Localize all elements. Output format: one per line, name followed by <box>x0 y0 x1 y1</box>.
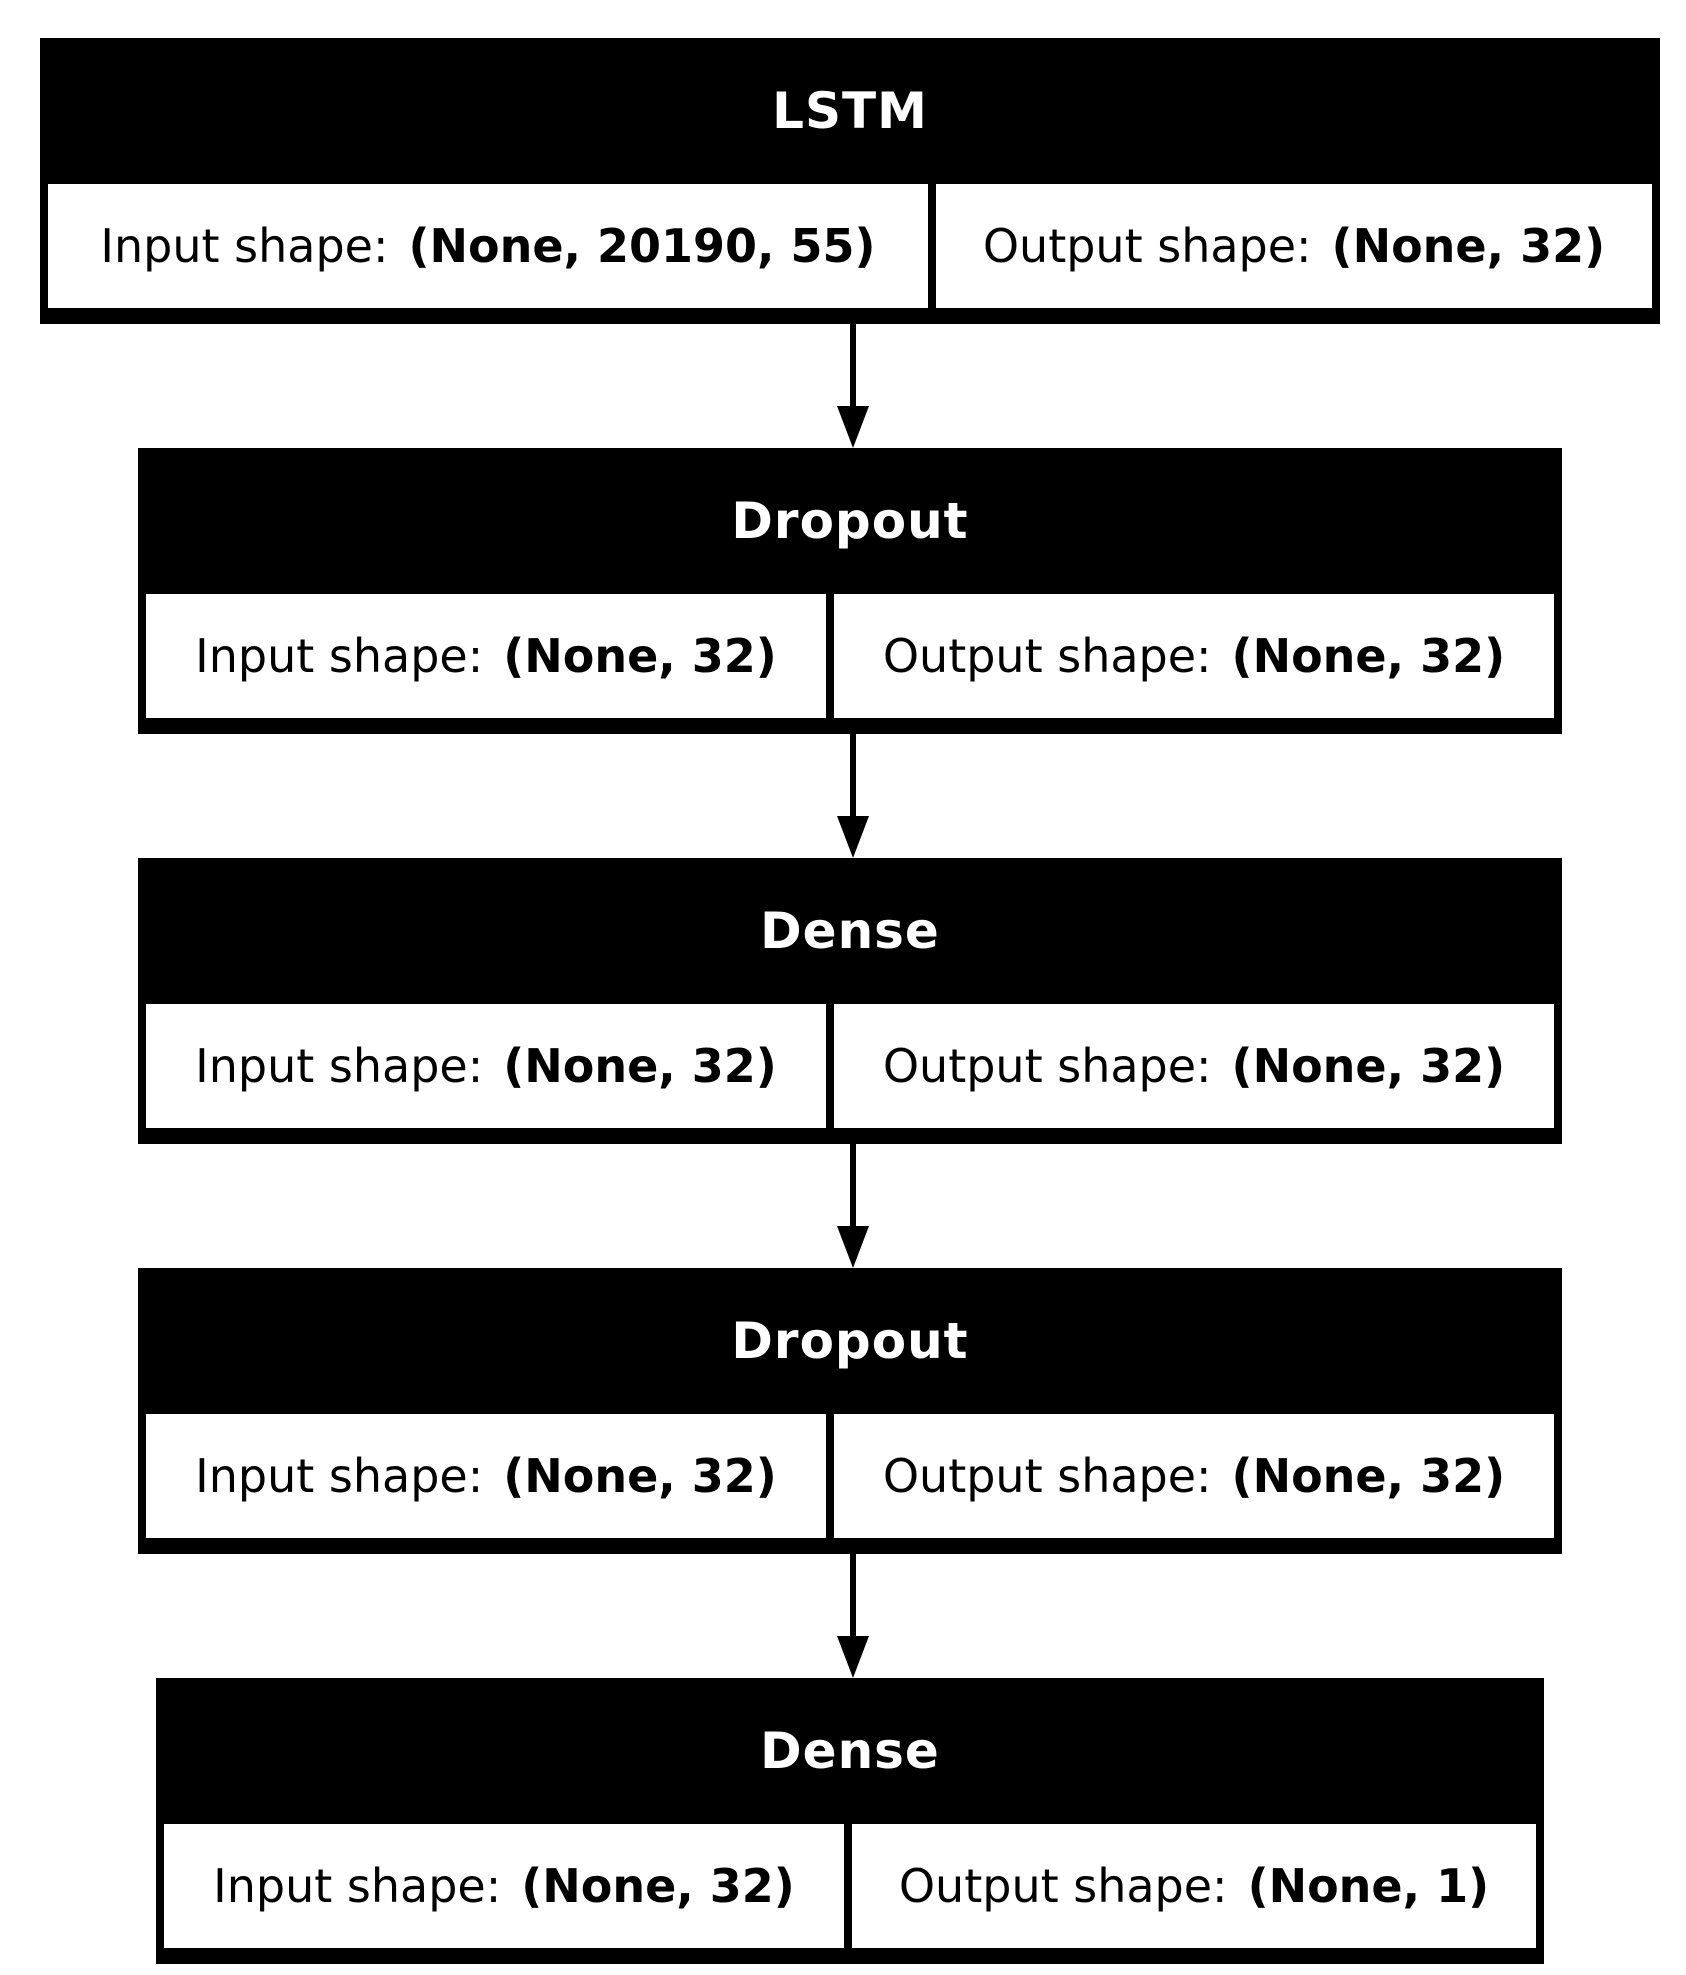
output-shape-cell <box>834 1414 1554 1538</box>
input-shape-value: (None, 32) <box>503 629 777 683</box>
layer-node-dropout <box>138 1268 1562 1554</box>
input-shape-value: (None, 32) <box>521 1859 795 1913</box>
output-shape-cell <box>834 594 1554 718</box>
input-shape-label: Input shape: <box>195 629 484 683</box>
input-shape-label: Input shape: <box>213 1859 502 1913</box>
input-shape-cell <box>146 594 826 718</box>
arrow-down-icon <box>833 324 873 448</box>
arrow-shaft <box>850 324 856 410</box>
layer-node-lstm <box>40 38 1660 324</box>
layer-title: Dropout <box>731 1312 969 1370</box>
input-shape-cell <box>146 1414 826 1538</box>
output-shape-label: Output shape: <box>898 1859 1228 1913</box>
input-shape-label: Input shape: <box>195 1039 484 1093</box>
layer-title: LSTM <box>772 82 928 140</box>
shape-row <box>48 184 1652 308</box>
output-shape-cell <box>936 184 1652 308</box>
arrow-shaft <box>850 1554 856 1640</box>
layer-node-dropout <box>138 448 1562 734</box>
output-shape-value: (None, 32) <box>1231 1449 1506 1503</box>
output-shape-value: (None, 32) <box>1331 219 1606 273</box>
input-shape-label: Input shape: <box>195 1449 484 1503</box>
layer-title: Dense <box>760 1722 940 1780</box>
layer-title: Dense <box>760 902 940 960</box>
output-shape-label: Output shape: <box>882 629 1212 683</box>
arrow-head <box>837 1226 869 1268</box>
layer-title: Dropout <box>731 492 969 550</box>
output-shape-cell <box>852 1824 1536 1948</box>
arrow-down-icon <box>833 1144 873 1268</box>
output-shape-label: Output shape: <box>882 1449 1212 1503</box>
input-shape-value: (None, 20190, 55) <box>408 219 876 273</box>
layer-node-dense <box>138 858 1562 1144</box>
arrow-shaft <box>850 734 856 820</box>
input-shape-value: (None, 32) <box>503 1039 777 1093</box>
arrow-down-icon <box>833 734 873 858</box>
output-shape-value: (None, 1) <box>1247 1859 1490 1913</box>
arrow-shaft <box>850 1144 856 1230</box>
arrow-head <box>837 1636 869 1678</box>
arrow-down-icon <box>833 1554 873 1678</box>
arrow-head <box>837 816 869 858</box>
input-shape-label: Input shape: <box>100 219 389 273</box>
output-shape-label: Output shape: <box>882 1039 1212 1093</box>
output-shape-value: (None, 32) <box>1231 629 1506 683</box>
shape-row <box>164 1824 1536 1948</box>
shape-row <box>146 1414 1554 1538</box>
output-shape-value: (None, 32) <box>1231 1039 1506 1093</box>
input-shape-cell <box>146 1004 826 1128</box>
shape-row <box>146 594 1554 718</box>
arrow-head <box>837 406 869 448</box>
layer-node-dense <box>156 1678 1544 1964</box>
shape-row <box>146 1004 1554 1128</box>
input-shape-cell <box>48 184 928 308</box>
output-shape-cell <box>834 1004 1554 1128</box>
input-shape-value: (None, 32) <box>503 1449 777 1503</box>
output-shape-label: Output shape: <box>982 219 1312 273</box>
input-shape-cell <box>164 1824 844 1948</box>
